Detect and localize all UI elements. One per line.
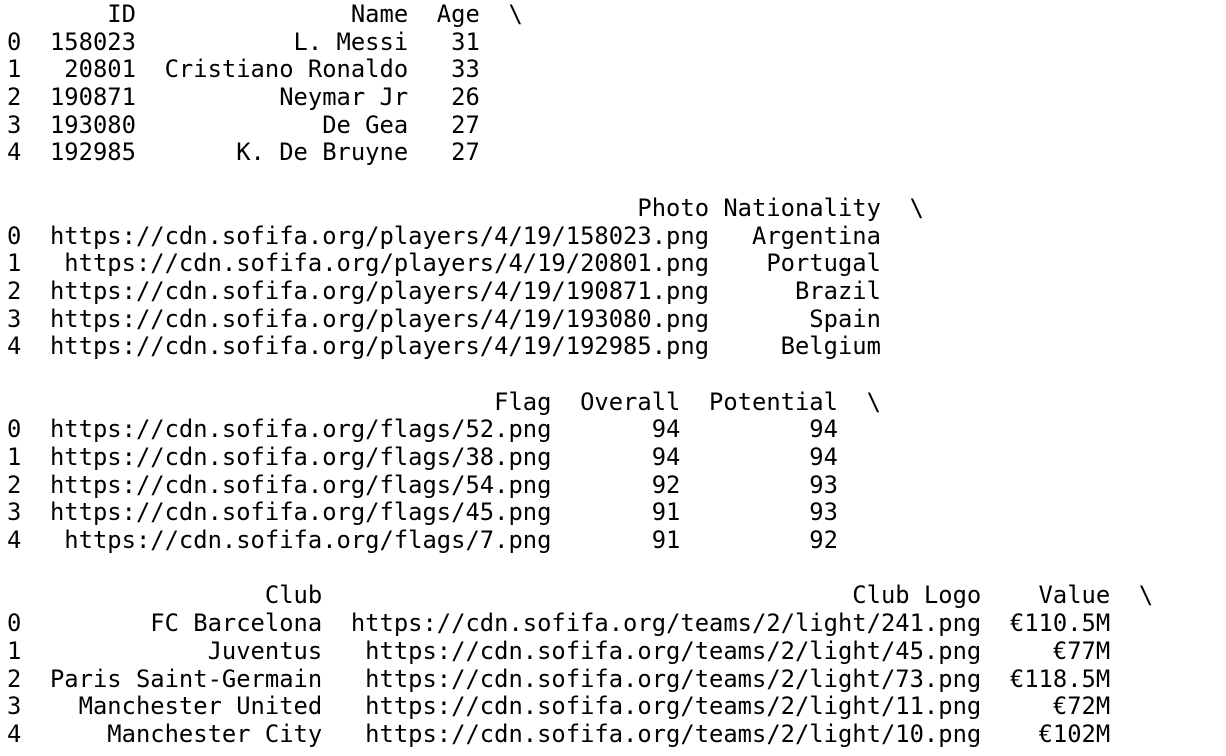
df-row: 2 Paris Saint-Germain https://cdn.sofifa.org/teams/2/light/73.png €118.5M (7, 664, 1111, 693)
df-row: 1 20801 Cristiano Ronaldo 33 (7, 55, 480, 84)
df-row: 3 https://cdn.sofifa.org/flags/45.png 91 93 (7, 498, 838, 527)
df-row: 0 158023 L. Messi 31 (7, 27, 480, 56)
df-row: 2 https://cdn.sofifa.org/flags/54.png 92 93 (7, 470, 838, 499)
df-row: 0 FC Barcelona https://cdn.sofifa.org/teams/2/light/241.png €110.5M (7, 609, 1111, 638)
df-row: 3 193080 De Gea 27 (7, 110, 480, 139)
dataframe-block-flag-overall-potential (7, 389, 1226, 555)
df-row: 3 Manchester United https://cdn.sofifa.org/teams/2/light/11.png €72M (7, 692, 1111, 721)
df-header-line: Club Club Logo Value \ (7, 581, 1154, 610)
df-row: 0 https://cdn.sofifa.org/flags/52.png 94 94 (7, 415, 838, 444)
df-row: 0 https://cdn.sofifa.org/players/4/19/158023.png Argentina (7, 221, 881, 250)
df-row: 3 https://cdn.sofifa.org/players/4/19/193080.png Spain (7, 304, 881, 333)
df-row: 4 Manchester City https://cdn.sofifa.org/teams/2/light/10.png €102M (7, 719, 1111, 748)
dataframe-block-club-logo-value (7, 582, 1226, 748)
df-row: 4 https://cdn.sofifa.org/players/4/19/192985.png Belgium (7, 332, 881, 361)
df-header-line: ID Name Age \ (7, 0, 523, 28)
df-header-line: Photo Nationality \ (7, 193, 924, 222)
df-row: 4 https://cdn.sofifa.org/flags/7.png 91 92 (7, 526, 838, 555)
df-row: 4 192985 K. De Bruyne 27 (7, 138, 480, 167)
df-row: 1 https://cdn.sofifa.org/players/4/19/20801.png Portugal (7, 249, 881, 278)
df-row: 2 https://cdn.sofifa.org/players/4/19/190871.png Brazil (7, 276, 881, 305)
dataframe-block-photo-nationality (7, 195, 1226, 361)
df-row: 1 Juventus https://cdn.sofifa.org/teams/2/light/45.png €77M (7, 636, 1111, 665)
dataframe-block-id-name-age (7, 1, 1226, 167)
df-header-line: Flag Overall Potential \ (7, 387, 881, 416)
df-row: 2 190871 Neymar Jr 26 (7, 83, 480, 112)
df-row: 1 https://cdn.sofifa.org/flags/38.png 94 94 (7, 443, 838, 471)
